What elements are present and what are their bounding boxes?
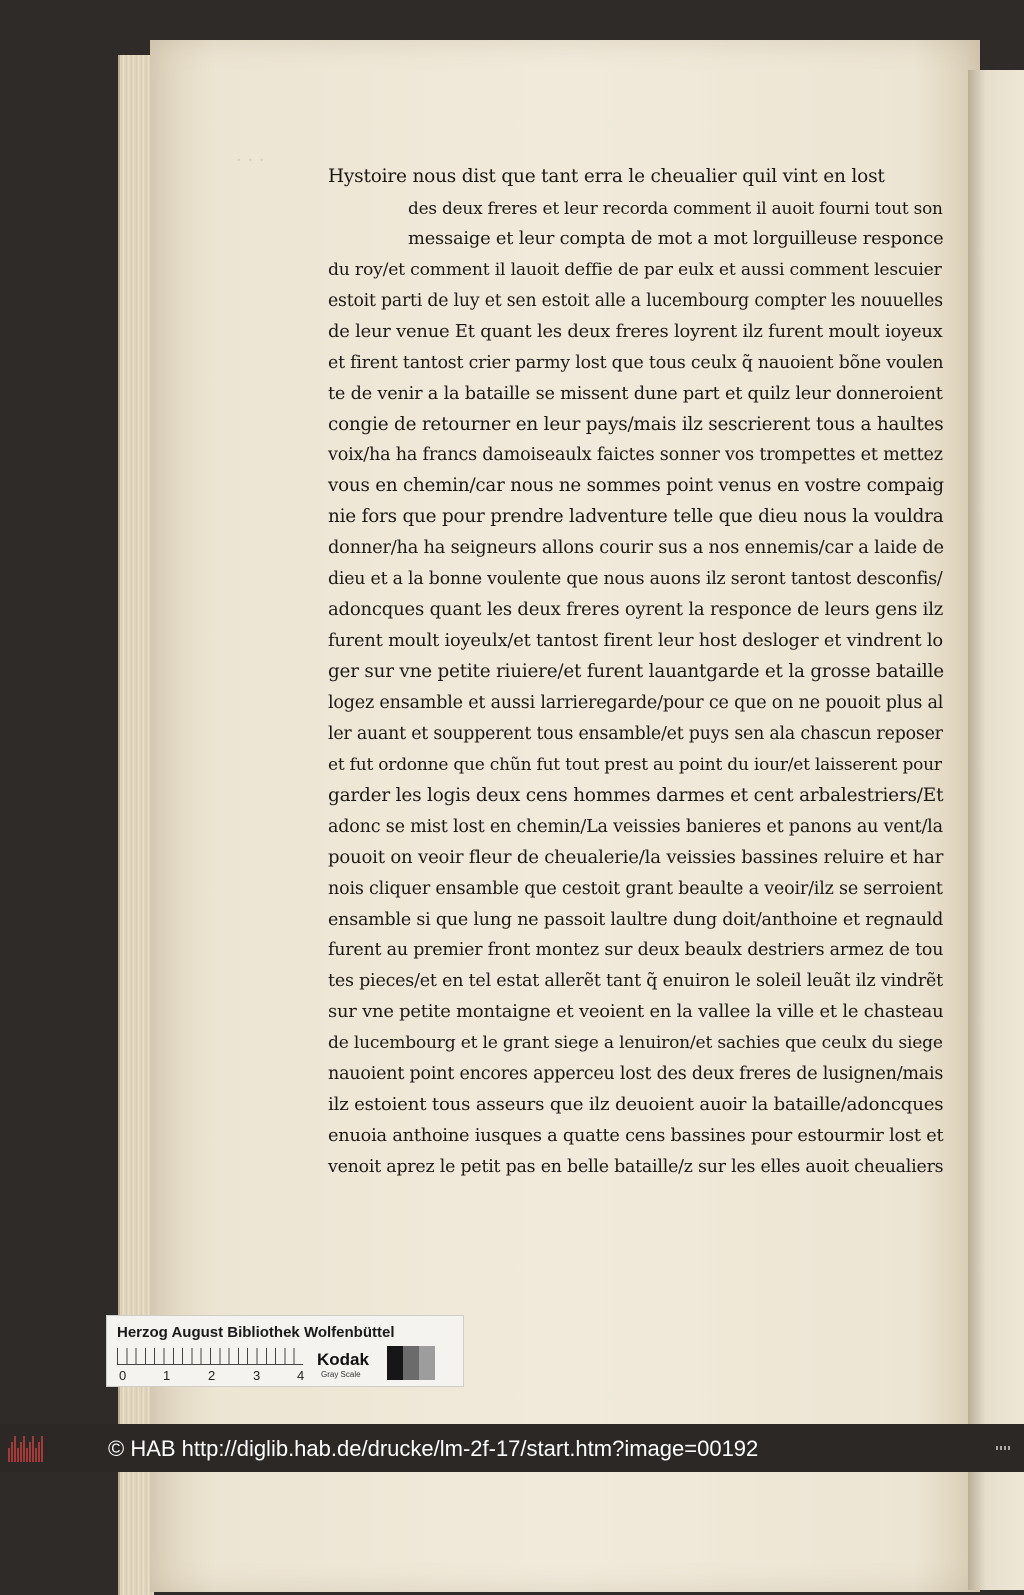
text-line: furent moult ioyeulx/et tantost firent leur host desloger et vindrent lo — [328, 630, 943, 652]
text-line: messaige et leur compta de mot a mot lorguilleuse responce — [408, 227, 944, 249]
text-line: enuoia anthoine iusques a quatte cens bassines pour estourmir lost et — [328, 1126, 944, 1147]
gray-swatch-mid — [403, 1346, 419, 1380]
text-line: de leur venue Et quant les deux freres loyrent ilz furent moult ioyeux — [328, 320, 943, 342]
ruler-label: 1 — [163, 1368, 171, 1383]
more-options-icon[interactable] — [996, 1446, 1010, 1450]
text-line: sur vne petite montaigne et veoient en la vallee la ville et le chasteau — [328, 1001, 944, 1023]
logo-bar — [32, 1436, 34, 1462]
text-line: nie fors que pour prendre ladventure telle que dieu nous la vouldra — [328, 506, 944, 528]
text-line: adoncques quant les deux freres oyrent la responce de leurs gens ilz — [328, 599, 944, 621]
text-line: congie de retourner en leur pays/mais ilz sescrierent tous a haultes — [328, 413, 944, 435]
logo-bar — [8, 1448, 10, 1462]
ruler-label: 0 — [119, 1368, 127, 1383]
text-line: et firent tantost crier parmy lost que tous ceulx q̃ nauoient bõne voulen — [328, 352, 944, 373]
text-line: ler auant et soupperent tous ensamble/et puys sen ala chascun reposer — [328, 723, 943, 744]
logo-bar — [29, 1442, 31, 1462]
text-line: tes pieces/et en tel estat allerẽt tant q̃ enuiron le soleil leuãt ilz vindrẽt — [328, 971, 943, 992]
text-line: donner/ha ha seigneurs allons courir sus a nos ennemis/car a laide de — [328, 538, 944, 559]
kodak-logo-text: Kodak — [317, 1350, 369, 1369]
text-line: estoit parti de luy et sen estoit alle a lucembourg compter les nouuelles — [328, 290, 943, 311]
logo-bar — [23, 1436, 25, 1462]
text-line: dieu et a la bonne voulente que nous auons ilz seront tantost desconfis/ — [328, 569, 943, 590]
viewer-footer — [0, 1424, 1024, 1472]
logo-bar — [11, 1442, 13, 1462]
facing-page-edge — [968, 70, 1024, 1590]
text-line: nauoient point encores apperceu lost des deux freres de lusignen/mais — [328, 1064, 944, 1085]
text-line: de lucembourg et le grant siege a lenuiron/et sachies que ceulx du siege — [328, 1033, 943, 1054]
text-line: adonc se mist lost en chemin/La veissies banieres et panons au vent/la — [328, 816, 943, 837]
text-line: pouoit on veoir fleur de cheualerie/la veissies bassines reluire et har — [328, 846, 944, 868]
printed-text-block — [328, 162, 944, 1183]
logo-bar — [41, 1436, 43, 1462]
gray-scale-label: Gray Scale — [321, 1370, 361, 1379]
text-line: te de venir a la bataille se missent dune part et quilz leur donneroient — [328, 383, 943, 404]
logo-bar — [17, 1448, 19, 1462]
text-line: ensamble si que lung ne passoit laultre dung doit/anthoine et regnauld — [328, 909, 944, 930]
text-line: voix/ha ha francs damoiseaulx faictes sonner vos trompettes et mettez — [328, 445, 943, 466]
color-calibration-card — [106, 1315, 464, 1387]
ruler-labels — [113, 1368, 313, 1384]
logo-bar — [14, 1436, 16, 1462]
text-line: vous en chemin/car nous ne sommes point venus en vostre compaig — [328, 475, 944, 497]
logo-bar — [35, 1448, 37, 1462]
ruler-label: 2 — [208, 1368, 216, 1383]
ruler-label: 4 — [297, 1368, 305, 1383]
text-line: furent au premier front montez sur deux beaulx destriers armez de tou — [328, 940, 944, 961]
gray-swatch-dark — [387, 1346, 403, 1380]
text-line: venoit aprez le petit pas en belle bataille/z sur les elles auoit cheualiers — [328, 1157, 944, 1177]
text-line: logez ensamble et aussi larrieregarde/pour ce que on ne pouoit plus al — [328, 692, 944, 713]
logo-bar — [20, 1442, 22, 1462]
text-line: et fut ordonne que chũn fut tout prest au point du iour/et laisserent pour — [328, 754, 942, 775]
show-through-mark: · · · — [236, 150, 265, 171]
logo-bar — [26, 1448, 28, 1462]
hab-logo-icon — [8, 1434, 48, 1462]
text-line: ilz estoient tous asseurs que ilz deuoient auoir la bataille/adoncques — [328, 1094, 944, 1116]
scale-ruler — [117, 1348, 303, 1365]
card-title: Herzog August Bibliothek Wolfenbüttel — [117, 1324, 395, 1341]
text-line: Hystoire nous dist que tant erra le cheualier quil vint en lost — [328, 166, 885, 187]
text-line: ger sur vne petite riuiere/et furent lauantgarde et la grosse bataille — [328, 661, 944, 682]
copyright-url[interactable]: © HAB http://diglib.hab.de/drucke/lm-2f-17/start.htm?image=00192 — [108, 1436, 759, 1461]
logo-bar — [38, 1442, 40, 1462]
ruler-label: 3 — [253, 1368, 261, 1383]
text-line: des deux freres et leur recorda comment il auoit fourni tout son — [408, 197, 943, 218]
text-line: du roy/et comment il lauoit deffie de par eulx et aussi comment lescuier — [328, 259, 942, 280]
text-line: garder les logis deux cens hommes darmes et cent arbalestriers/Et — [328, 784, 944, 806]
gray-swatch-light — [419, 1346, 435, 1380]
text-line: nois cliquer ensamble que cestoit grant beaulte a veoir/ilz se serroient — [328, 878, 943, 899]
